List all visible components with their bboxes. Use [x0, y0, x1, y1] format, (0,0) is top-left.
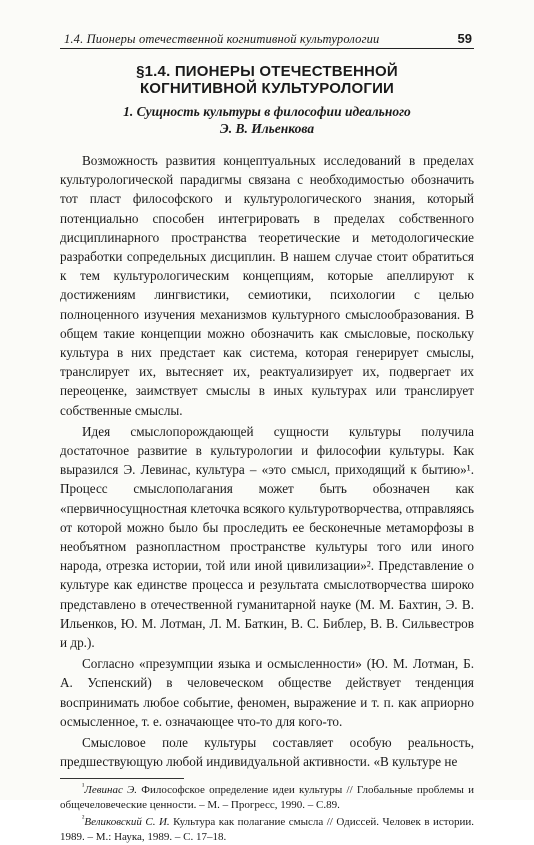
subsection-title-line-2: Э. В. Ильенкова [219, 121, 315, 136]
page-number: 59 [457, 31, 472, 46]
subsection-title-line-1: 1. Сущность культуры в философии идеального [123, 104, 411, 119]
footnote-text: Философское определение идеи культуры // Глобальные проблемы и общечеловеческие ценности. – М. – Прогресс, 1990. – С.89. [60, 783, 474, 811]
running-header [60, 30, 474, 49]
footnote-marker: ¹ [82, 780, 85, 790]
running-title: 1.4. Пионеры отечественной когнитивной культурологии [64, 32, 380, 46]
footnote-author: Великовский С. И. [84, 815, 170, 828]
paragraph: Идея смыслопорождающей сущности культуры получила достаточное развитие в культурологии и философии культуры. Как выразился Э. Левинас, культура – «это смысл, приходящий к бытию»¹. Процесс смыслополагания может быть обозначен как «первичносущностная клеточка всякого культуротворчества, отправляясь от которой можно было бы проследить ее бесконечные метаморфозы в необъятном разнопластном пространстве культуры того или иного народа, отрезка истории, той или иной цивилизации»². Представление о культуре как единстве процесса и результата смыслотворчества широко представлено в отечественной гуманитарной науке (М. М. Бахтин, Э. В. Ильенков, Ю. М. Лотман, Л. М. Баткин, В. С. Библер, В. В. Сильвестров и др.). [60, 423, 474, 651]
section-title [60, 63, 474, 97]
section-title-line-2: КОГНИТИВНОЙ КУЛЬТУРОЛОГИИ [139, 80, 395, 97]
footnote-marker: ² [82, 812, 85, 822]
paragraph: Согласно «презумпции языка и осмысленности» (Ю. М. Лотман, Б. А. Успенский) в человеческом обществе действует тенденция воспринимать любое событие, феномен, выражение и т. п. как априорно осмысленное, т. е. означающее что-то для кого-то. [60, 656, 474, 729]
body-text [60, 151, 474, 772]
footnote [60, 812, 474, 845]
footnote-author: Левинас Э. [84, 783, 138, 796]
footnote-divider [60, 778, 184, 779]
paragraph: Смысловое поле культуры составляет особую реальность, предшествующую любой индивидуальной активности. «В культуре не [60, 735, 474, 770]
footnote-text: Культура как полагание смысла // Одиссей. Человек в истории. 1989. – М.: Наука, 1989. – С. 17–18. [60, 815, 474, 843]
footnote [60, 780, 474, 813]
subsection-title [60, 103, 474, 137]
paragraph: Возможность развития концептуальных исследований в пределах культурологической парадигмы связана с необходимостью обозначить тот пласт философского и культурологического знания, который потенциально способен интегрировать в пределах собственного дисциплинарного пространства теоретические и методологические разработки сопредельных дисциплин. В нашем случае стоит обратиться к тем культурологическим концепциям, которые апеллируют к достижениям лингвистики, семиотики, психологии с целью полноценного изучения механизмов культурного смыслообразования. В общем такие концепции можно обозначить как смысловые, поскольку культура в них предстает как система, которая генерирует смыслы, транслирует их, вытесняет их, реактуализирует их, подвергает их переоценке, заимствует смыслы в иных культурах или транслирует собственные смыслы. [60, 153, 474, 418]
section-title-line-1: §1.4. ПИОНЕРЫ ОТЕЧЕСТВЕННОЙ [136, 63, 398, 80]
footnotes [60, 780, 474, 845]
